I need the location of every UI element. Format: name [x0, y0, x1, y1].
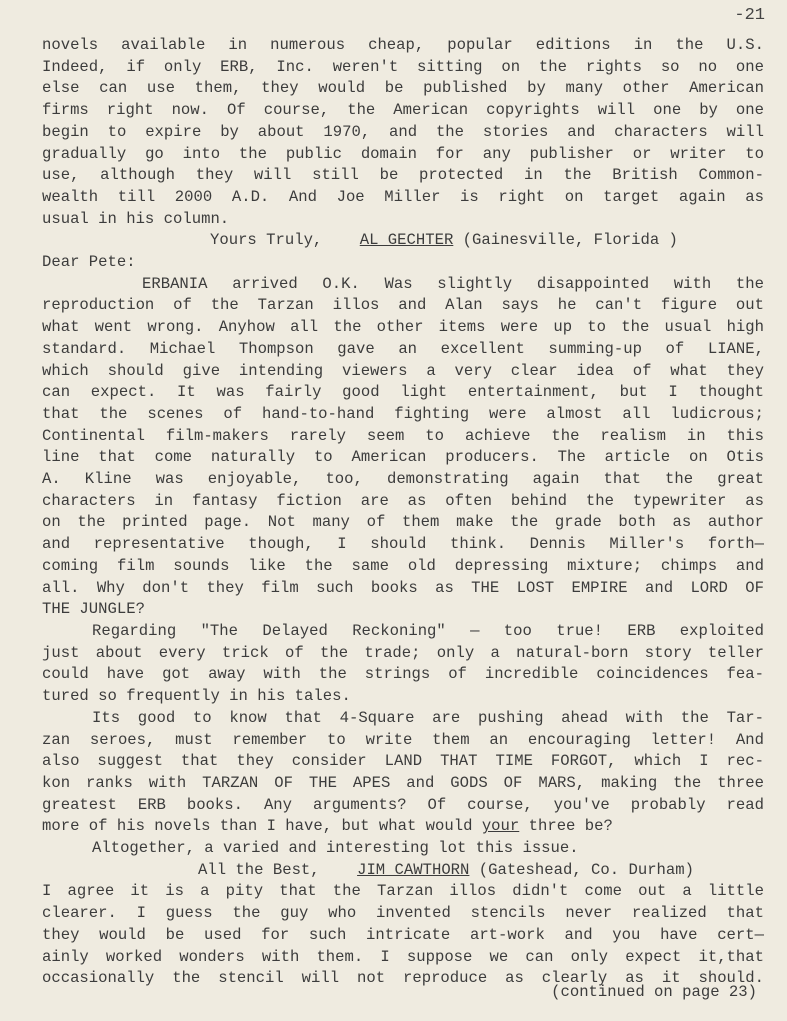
- text-line: clearer. I guess the guy who invented stencils never realized that: [42, 904, 764, 923]
- text-line: gradually go into the public domain for any publisher or writer to: [42, 144, 764, 163]
- text-line: begin to expire by about 1970, and the stories and characters will: [42, 122, 764, 141]
- text-line: firms right now. Of course, the American copyrights will one by one: [42, 101, 764, 120]
- signature-name: AL GECHTER: [359, 231, 454, 250]
- letters-column: [42, 35, 764, 990]
- signature-place: (Gainesville, Florida ): [462, 231, 678, 250]
- signature-gechter: [42, 230, 764, 252]
- text-segment: more of his novels than I have, but what would: [42, 817, 482, 836]
- text-line: A. Kline was enjoyable, too, demonstrating again that the great: [42, 470, 764, 489]
- signature-closing: All the Best,: [198, 860, 320, 879]
- text-line: Altogether, a varied and interesting lot this issue.: [92, 839, 579, 858]
- text-line: on the printed page. Not many of them make the grade both as author: [42, 513, 764, 532]
- text-segment: three be?: [519, 817, 613, 836]
- signature-place: (Gateshead, Co. Durham): [478, 860, 694, 879]
- text-line: ERBANIA arrived O.K. Was slightly disappointed with the: [142, 274, 764, 293]
- text-line: occasionally the stencil will not reproduce as clearly as it should.: [42, 969, 764, 988]
- text-line: also suggest that they consider LAND THAT TIME FORGOT, which I rec-: [42, 752, 764, 771]
- text-line: Continental film-makers rarely seem to achieve the realism in this: [42, 426, 764, 445]
- text-line: characters in fantasy fiction are as often behind the typewriter as: [42, 491, 764, 510]
- text-line: what went wrong. Anyhow all the other items were up to the usual high: [42, 318, 764, 337]
- salutation: Dear Pete:: [42, 253, 136, 272]
- text-line: zan seroes, must remember to write them an encouraging letter! And: [42, 730, 764, 749]
- text-line: coming film sounds like the same old depressing mixture; chimps and: [42, 556, 764, 575]
- text-line: and representative though, I should think. Dennis Miller's forth—: [42, 535, 764, 554]
- text-line: can expect. It was fairly good light entertainment, but I thought: [42, 383, 764, 402]
- text-line: all. Why don't they film such books as THE LOST EMPIRE and LORD OF: [42, 578, 764, 597]
- text-line: ainly worked wonders with them. I suppose we can only expect it,that: [42, 947, 764, 966]
- text-line: Indeed, if only ERB, Inc. weren't sitting on the rights so no one: [42, 57, 764, 76]
- text-line: greatest ERB books. Any arguments? Of course, you've probably read: [42, 795, 764, 814]
- text-line: use, although they will still be protected in the British Common-: [42, 166, 764, 185]
- text-line: line that come naturally to American producers. The article on Otis: [42, 448, 764, 467]
- text-line: tured so frequently in his tales.: [42, 687, 351, 706]
- text-line: else can use them, they would be published by many other American: [42, 79, 764, 98]
- text-line: could have got away with the strings of incredible coincidences fea-: [42, 665, 764, 684]
- text-line: kon ranks with TARZAN OF THE APES and GODS OF MARS, making the three: [42, 773, 764, 792]
- signature-name: JIM CAWTHORN: [357, 860, 470, 879]
- text-line: just about every trick of the trade; only a natural-born story teller: [42, 643, 764, 662]
- text-line: novels available in numerous cheap, popular editions in the U.S.: [42, 36, 764, 54]
- page-number: -21: [734, 6, 765, 25]
- text-line: Regarding "The Delayed Reckoning" — too true! ERB exploited: [92, 621, 764, 640]
- continued-note: (continued on page 23): [551, 983, 757, 1001]
- text-line: they would be used for such intricate art-work and you have cert—: [42, 925, 764, 944]
- text-line: reproduction of the Tarzan illos and Alan says he can't figure out: [42, 296, 764, 315]
- text-line: THE JUNGLE?: [42, 600, 145, 619]
- text-line: standard. Michael Thompson gave an excellent summing-up of LIANE,: [42, 339, 764, 358]
- text-line: usual in his column.: [42, 209, 230, 228]
- text-line: which should give intending viewers a very clear idea of what they: [42, 361, 764, 380]
- text-line: Its good to know that 4-Square are pushing ahead with the Tar-: [92, 708, 764, 727]
- signature-cawthorn: [42, 860, 764, 882]
- text-line: I agree it is a pity that the Tarzan illos didn't come out a little: [42, 882, 764, 901]
- text-line: that the scenes of hand-to-hand fighting were almost all ludicrous;: [42, 404, 764, 423]
- text-line: wealth till 2000 A.D. And Joe Miller is right on target again as: [42, 187, 764, 206]
- signature-closing: Yours Truly,: [210, 231, 323, 250]
- text-line: [42, 816, 764, 838]
- underlined-word: your: [481, 817, 520, 836]
